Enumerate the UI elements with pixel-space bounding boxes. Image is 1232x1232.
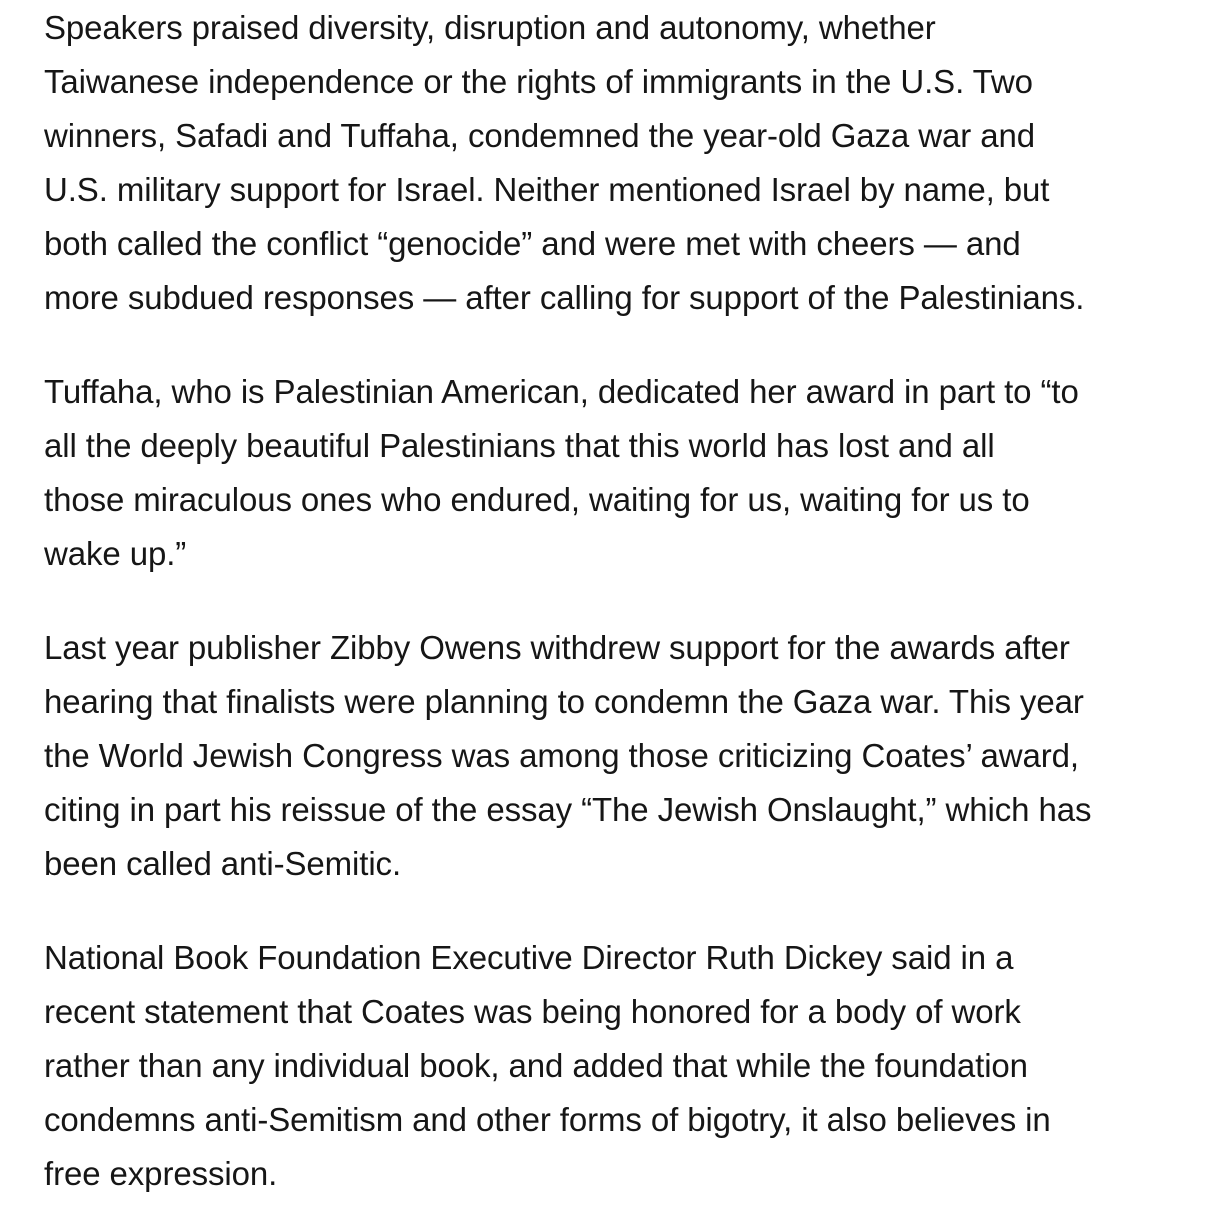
paragraph-line: citing in part his reissue of the essay “The Jewish Onslaught,” which has: [44, 791, 1092, 828]
paragraph-line: both called the conflict “genocide” and were met with cheers — and: [44, 225, 1021, 262]
paragraph-line: National Book Foundation Executive Director Ruth Dickey said in a: [44, 939, 1014, 976]
paragraph-line: hearing that finalists were planning to condemn the Gaza war. This year: [44, 683, 1084, 720]
paragraph-tuffaha: [44, 365, 1079, 581]
paragraph-speakers: [44, 1, 1084, 325]
paragraph-line: Speakers praised diversity, disruption and autonomy, whether: [44, 9, 936, 46]
paragraph-national-book-foundation: [44, 931, 1051, 1201]
paragraph-line: condemns anti-Semitism and other forms of bigotry, it also believes in: [44, 1101, 1051, 1138]
paragraph-line: U.S. military support for Israel. Neither mentioned Israel by name, but: [44, 171, 1050, 208]
paragraph-line: rather than any individual book, and added that while the foundation: [44, 1047, 1028, 1084]
paragraph-line: been called anti-Semitic.: [44, 845, 402, 882]
paragraph-line: free expression.: [44, 1155, 278, 1192]
paragraph-last-year: [44, 621, 1091, 891]
paragraph-line: Last year publisher Zibby Owens withdrew support for the awards after: [44, 629, 1070, 666]
paragraph-line: wake up.”: [44, 535, 187, 572]
paragraph-line: Tuffaha, who is Palestinian American, dedicated her award in part to “to: [44, 373, 1079, 410]
paragraph-line: recent statement that Coates was being honored for a body of work: [44, 993, 1021, 1030]
paragraph-line: all the deeply beautiful Palestinians that this world has lost and all: [44, 427, 995, 464]
paragraph-line: those miraculous ones who endured, waiting for us, waiting for us to: [44, 481, 1030, 518]
paragraph-line: the World Jewish Congress was among those criticizing Coates’ award,: [44, 737, 1079, 774]
paragraph-line: Taiwanese independence or the rights of immigrants in the U.S. Two: [44, 63, 1033, 100]
paragraph-line: more subdued responses — after calling for support of the Palestinians.: [44, 279, 1085, 316]
paragraph-line: winners, Safadi and Tuffaha, condemned the year-old Gaza war and: [44, 117, 1035, 154]
